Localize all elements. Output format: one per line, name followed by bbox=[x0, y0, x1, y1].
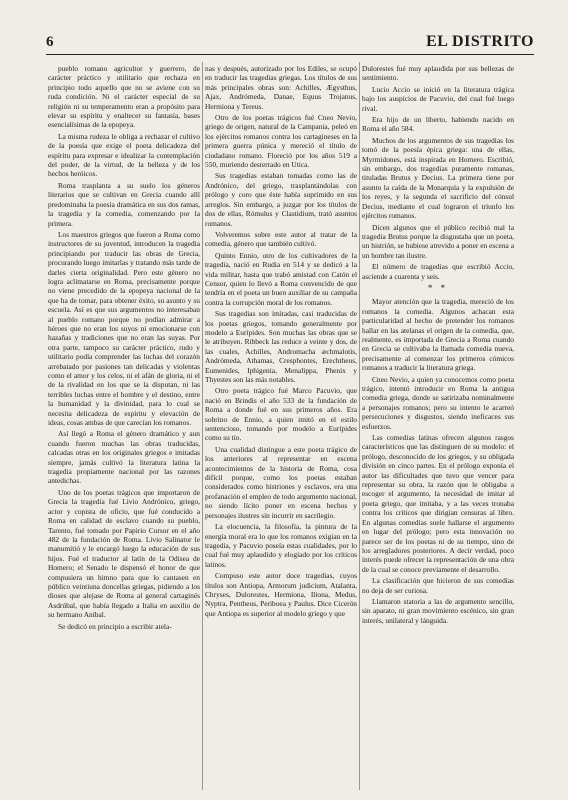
paragraph: Lucio Accio se inició en la literatura trágica bajo los auspicios de Pacuvio, del cual fué luego rival. bbox=[362, 84, 514, 113]
paragraph: Quinto Ennio, otro de los cultivadores de la tragedia, nació en Rudia en 514 y se dedicó a la vida militar, hasta que trabó amistad con Catón el Censor, quien lo llevó a Roma convencido de que tendría en el poeta un buen auxiliar de su campaña contra la corrupción moral de los romanos. bbox=[205, 250, 357, 307]
paragraph: Compuso este autor doce tragedias, cuyos títulos son Antiopa, Armorum judicium, Atalanta, Chryses, Dulorestes, Hermiona, Iliona, Medus, Nyptra, Pentheus, Periboea y Paulus. Dice Cicerón que Antiopa es superior al modelo griego y que bbox=[205, 571, 357, 618]
paragraph: Uno de los poetas trágicos que importaron de Grecia la tragedia fué Livio Andrónico, griego, actor y copista de oficio, que fué conducido a Roma en calidad de esclavo cuando su pueblo, Tarento, fué tomado por Papirio Cursor en el año 482 de la fundación de Roma. Livio Salinator le manumitió y le encargó luego la educación de sus hijos. Fué el traductor al latín de la Odisea de Homero; el Senado le dispensó el honor de que compusiera un himno para que lo cantasen en público veintiuna doncellas griegas, pidiendo a los dioses que alejase de Roma al general cartaginés Asdrúbal, que había llegado a Italia en auxilio de su hermano Aníbal. bbox=[48, 487, 200, 620]
page-number: 6 bbox=[46, 34, 54, 50]
paragraph: La misma rudeza le obliga a rechazar el cultivo de la poesía que exige el poeta delicadeza del espíritu para expresar e idealizar la contemplación del poder, de la virtud, de la belleza y de los hechos heróicos. bbox=[48, 131, 200, 179]
paragraph: Muchos de los argumentos de sus tragedias los tomó de la poesía épica griega: una de ellas, Myrmidones, está inspirada en Homero. Escribió, sin embargo, dos tragedias puramente romanas, tituladas Brutus y Decius. La primera tiene por asunto la caída de la Monarquía y la expulsión de los reyes, y la segunda el sacrificio del cónsul Decius, mediante el cual lograron el triunfo los ejércitos romanos. bbox=[362, 135, 514, 221]
paragraph: Era hijo de un liberto, habiendo nacido en Roma el año 584. bbox=[362, 115, 514, 134]
paragraph: Volveremos sobre este autor al tratar de la comedia, género que también cultivó. bbox=[205, 229, 357, 249]
paragraph: Otro poeta trágico fué Marco Pacuvio, que nació en Brindis el año 533 de la fundación de Roma a donde fué en sus primeros años. Era sobrino de Ennio, a quien imitó en el estilo sentencioso, tomando por modelo a Eurípides como su tío. bbox=[205, 386, 357, 443]
text-column-2 bbox=[205, 64, 357, 792]
text-column-1 bbox=[48, 64, 200, 792]
column-rule bbox=[359, 62, 360, 790]
paragraph: nas y después, autorizado por los Ediles, se ocupó en traducir las tragedias griegas. Los títulos de sus más principales obras son: Achilles, Ægysthus, Ajax, Andrómeda, Danae, Equus Trojanus, Hermiona y Tereus. bbox=[205, 64, 357, 111]
paragraph: La elocuencia, la filosofía, la pintura de la energía moral era lo que los romanos exigían en la tragedia, y Pacuvio poseía estas cualidades, por lo cual fué muy aplaudido y elogiado por los críticos latinos. bbox=[205, 522, 357, 569]
paragraph: Cneo Nevio, a quien ya conocemos como poeta trágico, intentó introducir en Roma la antigua comedia griega, donde se satirizaba nominalmente a personajes romanos; pero su intento le acarreó persecuciones y disgustos, siendo ineficaces sus esfuerzos. bbox=[362, 374, 514, 431]
paragraph: Mayor atención que la tragedia, mereció de los romanos la comedia. Algunos achacan esta particularidad al hecho de pretender los romanos hallar en las atelanas el origen de la comedia, que, realmente, es importada de Grecia a Roma cuando en Grecia se cultivaba la llamada comedia nueva, precisamente al comenzar los primeros cómicos romanos a traducir la literatura griega. bbox=[362, 297, 514, 373]
paragraph: Otro de los poetas trágicos fué Cneo Nevio, griego de origen, natural de la Campania, peleó en los ejércitos romanos contra los cartagineses en la primera guerra púnica y mereció el título de ciudadano romano. Floreció por los años 519 a 550, muriendo desterrado en Utica. bbox=[205, 113, 357, 170]
paragraph: Llamaron statoria a las de argumento sencillo, sin aparato, ni gran movimiento escénico, sin gran interés, unilateral y lánguida. bbox=[362, 596, 514, 625]
paragraph: Sus tragedias son imitadas, casi traducidas de los poetas griegos, tomando generalmente por modelo a Eurípides. Son muchas las obras que se le atribuyen. Ribbeck las reduce a veinte y dos, de las cuales, Achilles, Andromacha æchmalotis, Andrómeda, Athamas, Cresphontes, Erechtheus, Eumenides, Iphigenia, Menalippa, Phenix y Thyestes son las más notables. bbox=[205, 309, 357, 384]
paragraph: El número de tragedias que escribió Accio, asciende a cuarenta y seis. bbox=[362, 262, 514, 281]
publication-title: EL DISTRITO bbox=[426, 33, 534, 50]
column-rule bbox=[202, 62, 203, 790]
paragraph: Se dedicó en principio a escribir atela- bbox=[58, 621, 172, 631]
text-column-3 bbox=[362, 64, 514, 792]
paragraph: Las comedias latinas ofrecen algunos rasgos característicos que las distinguen de su modelo: el prólogo, desconocido de los griegos, y su obligada división en cinco partes. En el prólogo exponía el autor las dificultades que tuvo que vencer para representar su obra, la razón que le obligaba a escoger el argumento, la necesidad de imitar al poeta griego, que imitaba, y a las veces tronaba contra los críticos que dirigían censuras al libro. En algunas comedias suele hallarse el argumento en lugar del prólogo; pero esta innovación no parece ser de los poetas ni de su tiempo, sino de los arregladores posteriores. A decir verdad, poco interés puede ofrecer la representación de una obra de la cual se conoce previamente el desarrollo. bbox=[362, 433, 514, 574]
paragraph: La clasificación que hicieron de sus comedias no deja de ser curiosa. bbox=[362, 576, 514, 595]
section-separator: * * bbox=[427, 282, 449, 293]
paragraph: Los maestros griegos que fueron a Roma como instructores de su juventud, introducen la tragedia principiando por traducir las obras de Grecia, procurando luego imitarlas y tratando más tarde de darles cierta originalidad. Pero este género no logra aclimatarse en Roma, precisamente porque no viene precedido de la epopeya nacional de la que ha de tomar, para obtener éxito, su asunto y su escuela. Así es que sus argumentos no interesaban al pueblo romano porque no podían admirar a héroes que no eran los suyos ni emocionarse con hazañas y tradiciones que no eran las suyas. Por otra parte, tampoco su carácter práctico, rudo y utilitario podía comprender las luchas del corazón arrebatado por pasiones tan delicadas y violentas como el amor y los celos, ni el afán de gloria, ni el de la rivalidad en los que se la disputan, ni las terribles luchas entre el hombre y el destino, entre la humanidad y la divinidad, para lo cual se necesita delicadeza de espíritu y elevación de ideas, cosas ambas de que carecían los romanos. bbox=[48, 229, 200, 428]
paragraph: Dulorestes fué muy aplaudida por sus bellezas de sentimiento. bbox=[362, 64, 514, 83]
page-header bbox=[46, 32, 534, 55]
paragraph: Dicen algunos que el público recibió mal la tragedia Brutus porque la disgustaba que un poeta, un histrión, se hubiese atrevido a poner en escena a un hombre tan ilustre. bbox=[362, 222, 514, 260]
paragraph: Sus tragedias estaban tomadas como las de Andrónico, del griego, trasplantándolas con prólogo y coro que éste había suprimido en sus arreglos. Sin embargo, a juzgar por los títulos de dos de ellas, Rómulus y Clastidium, trató asuntos romanos. bbox=[205, 171, 357, 228]
paragraph: Una cualidad distingue a este poeta trágico de los anteriores al representar en escena acontecimientos de la historia de Roma, cosa difícil porque, como los poetas estaban considerados como histriones y esclavos, era una profanación el empleo de todo argumento nacional, no siendo lícito poner en escena hechos y personajes ilustres sin incurrir en sacrilegio. bbox=[205, 444, 357, 520]
paragraph: pueblo romano agricultor y guerrero, de carácter práctico y utilitario que rechaza en principio todo aquello que no se aviene con su ruda condición. Ni el carácter especial de su religión ni su temperamento eran a propósito para elevar su espíritu y enaltecer su fantasía, bases esencialísimas de la epopeya. bbox=[48, 64, 200, 130]
paragraph: Roma trasplanta a su suelo los géneros literarios que se cultivan en Grecia cuando allí predominaba la poesía dramática en sus dos ramas, la tragedia y la comedia, comenzando por la primera. bbox=[48, 180, 200, 228]
paragraph: Así llegó a Roma el género dramático y aun cuando fueron muchas las obras traducidas, calcadas otras en los originales griegos e imitadas siempre, jamás cultivó la literatura latina la tragedia propiamente nacional por las razones antedichas. bbox=[48, 429, 200, 486]
